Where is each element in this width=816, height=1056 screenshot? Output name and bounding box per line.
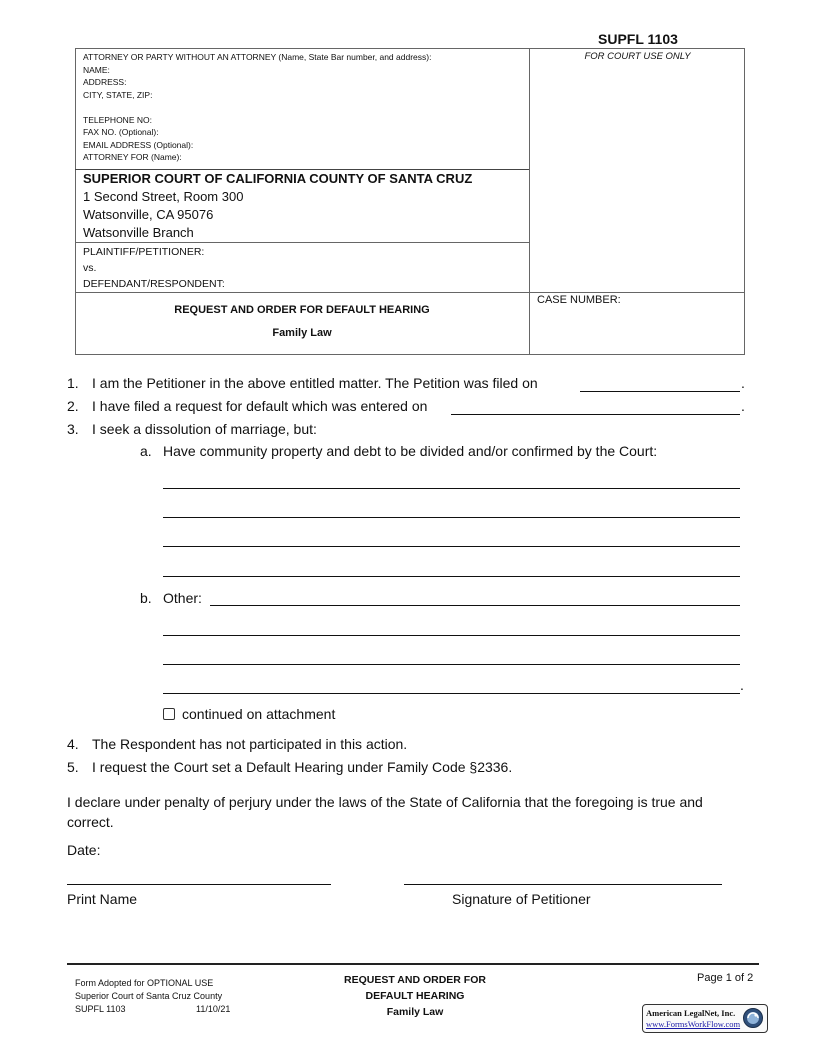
plaintiff-label: PLAINTIFF/PETITIONER: <box>83 246 205 258</box>
versus-label: vs. <box>83 262 97 274</box>
declaration-line-2: correct. <box>67 814 114 830</box>
item-3a-letter: a. <box>140 443 152 459</box>
item-3-text: I seek a dissolution of marriage, but: <box>92 421 317 437</box>
attorney-city-field: CITY, STATE, ZIP: <box>83 89 153 100</box>
attorney-fax-field: FAX NO. (Optional): <box>83 127 159 137</box>
item-1-number: 1. <box>67 375 79 391</box>
default-date-line[interactable] <box>451 414 740 415</box>
document-title: REQUEST AND ORDER FOR DEFAULT HEARING <box>174 304 430 316</box>
case-number-label: CASE NUMBER: <box>537 294 621 306</box>
court-use-label: FOR COURT USE ONLY <box>584 51 691 62</box>
date-label: Date: <box>67 842 101 858</box>
page-number: Page 1 of 2 <box>697 972 754 984</box>
print-name-label: Print Name <box>67 891 138 907</box>
signature-label: Signature of Petitioner <box>452 891 591 907</box>
property-line-1[interactable] <box>163 488 740 489</box>
parties-block <box>83 244 225 292</box>
logo-company-name: American LegalNet, Inc. <box>646 1008 736 1018</box>
caption-divider-title <box>75 292 745 293</box>
attorney-heading: ATTORNEY OR PARTY WITHOUT AN ATTORNEY (Name, State Bar number, and address): <box>83 52 432 62</box>
item-5-number: 5. <box>67 759 79 775</box>
item-3b-letter: b. <box>140 590 152 606</box>
other-line-4[interactable] <box>163 693 740 694</box>
property-line-2[interactable] <box>163 517 740 518</box>
footer-revision-date: 11/10/21 <box>196 1004 231 1014</box>
court-street: 1 Second Street, Room 300 <box>83 189 244 204</box>
footer-title-line-2: DEFAULT HEARING <box>365 990 465 1002</box>
defendant-label: DEFENDANT/RESPONDENT: <box>83 278 225 290</box>
item-2-number: 2. <box>67 398 79 414</box>
attorney-email-field: EMAIL ADDRESS (Optional): <box>83 139 194 150</box>
footer-court-line: Superior Court of Santa Cruz County <box>75 991 223 1001</box>
item-3-number: 3. <box>67 421 79 437</box>
item-1-period: . <box>741 375 745 391</box>
item-4-text: The Respondent has not participated in this action. <box>92 736 408 752</box>
property-line-4[interactable] <box>163 576 740 577</box>
globe-icon <box>742 1007 764 1029</box>
item-1-text: I am the Petitioner in the above entitled matter. The Petition was filed on <box>92 375 538 391</box>
caption-divider-parties <box>75 242 529 243</box>
petition-date-line[interactable] <box>580 391 740 392</box>
signature-line[interactable] <box>404 884 722 885</box>
other-line-3[interactable] <box>163 664 740 665</box>
caption-divider-court <box>75 169 529 170</box>
attorney-info-block <box>83 51 431 164</box>
item-4-number: 4. <box>67 736 79 752</box>
footer-adoption-block <box>75 977 230 1016</box>
attorney-address-field: ADDRESS: <box>83 77 127 87</box>
court-city: Watsonville, CA 95076 <box>83 207 214 222</box>
attorney-telephone-field: TELEPHONE NO: <box>83 114 152 125</box>
footer-title-line-1: REQUEST AND ORDER FOR <box>344 974 486 986</box>
item-3a-text: Have community property and debt to be divided and/or confirmed by the Court: <box>163 443 658 459</box>
attorney-name-field: NAME: <box>83 64 110 75</box>
footer-rule <box>67 963 759 965</box>
property-line-3[interactable] <box>163 546 740 547</box>
item-3b-text: Other: <box>163 590 202 606</box>
item-5-text: I request the Court set a Default Hearing under Family Code §2336. <box>92 759 513 775</box>
footer-form-code: SUPFL 1103 <box>75 1004 126 1014</box>
caption-divider-vertical <box>529 48 530 355</box>
footer-title-line-3: Family Law <box>386 1006 444 1018</box>
other-line-2[interactable] <box>163 635 740 636</box>
other-period: . <box>740 677 744 693</box>
form-id: SUPFL 1103 <box>598 31 678 47</box>
continued-attachment-checkbox[interactable] <box>163 708 175 720</box>
footer-title-block <box>330 972 500 1020</box>
print-name-line[interactable] <box>67 884 331 885</box>
court-name: SUPERIOR COURT OF CALIFORNIA COUNTY OF SANTA CRUZ <box>83 171 473 186</box>
declaration-line-1: I declare under penalty of perjury under the laws of the State of California that the foregoing is true and <box>67 794 703 810</box>
attorney-for-field: ATTORNEY FOR (Name): <box>83 152 182 162</box>
footer-adoption-line: Form Adopted for OPTIONAL USE <box>75 978 214 988</box>
item-2-period: . <box>741 398 745 414</box>
document-subtitle: Family Law <box>272 327 332 339</box>
logo-url-link[interactable]: www.FormsWorkFlow.com <box>646 1019 741 1029</box>
court-branch: Watsonville Branch <box>83 225 194 240</box>
item-2-text: I have filed a request for default which was entered on <box>92 398 428 414</box>
continued-attachment-label: continued on attachment <box>182 706 336 722</box>
other-line-1[interactable] <box>210 605 740 606</box>
